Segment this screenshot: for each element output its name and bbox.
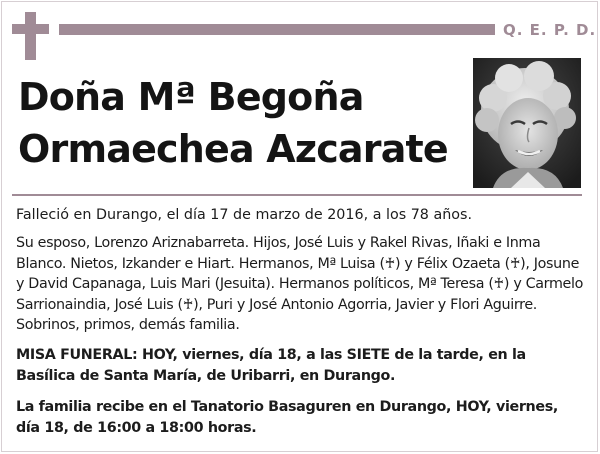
section-divider: [12, 194, 582, 196]
funeral-mass-info: MISA FUNERAL: HOY, viernes, día 18, a las SIETE de la tarde, en la Basílica de Santa María, de Uribarri, en Durango.: [16, 347, 526, 384]
portrait-photo: [473, 58, 581, 188]
visitation-info: La familia recibe en el Tanatorio Basaguren en Durango, HOY, viernes, día 18, de 16:00 a 18:00 horas.: [16, 399, 558, 436]
death-announcement: Falleció en Durango, el día 17 de marzo de 2016, a los 78 años.: [16, 207, 473, 223]
family-list: Su esposo, Lorenzo Ariznabarreta. Hijos, José Luis y Rakel Rivas, Iñaki e Inma Blanco. Nietos, Izkander e Hiart. Hermanos, Mª Luisa (♰) y Félix Ozaeta (♰), Josune y David Capanaga, Luis Mari (Jesuita). Hermanos políticos, Mª Teresa (♰) y Carmelo Sarrionaindia, José Luis (♰), Puri y José Antonio Agorria, Javier y Flori Aguirre. Sobrinos, primos, demás familia.: [16, 235, 583, 333]
header-divider: [59, 24, 495, 35]
name-line-1: Doña Mª Begoña: [18, 75, 364, 119]
name-line-2: Ormaechea Azcarate: [18, 127, 448, 171]
qepd-label: Q. E. P. D.: [503, 21, 597, 39]
deceased-name: [18, 71, 448, 175]
